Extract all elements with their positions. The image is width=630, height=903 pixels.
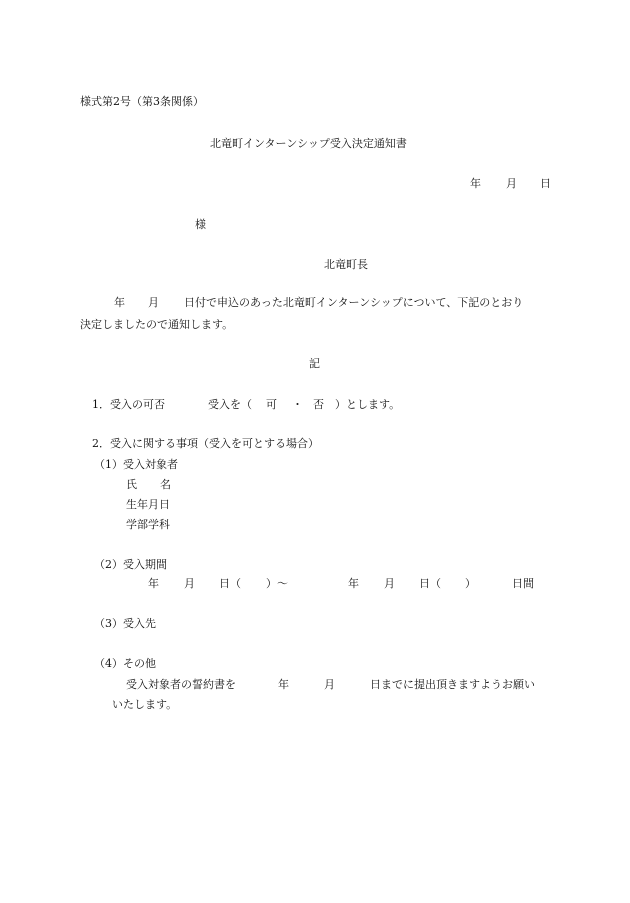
period-start-close: ）〜 [266,577,288,590]
item1-label: 1．受入の可否 [92,398,165,411]
sender-name: 北竜町長 [324,258,368,271]
date-year: 年 [470,177,481,190]
pledge-month: 月 [324,678,335,691]
period-end-year: 年 [348,577,359,590]
ki-heading: 記 [309,357,320,370]
period-days: 日間 [512,577,534,590]
sub3-label: （3）受入先 [94,617,156,630]
item2-label: 2．受入に関する事項（受入を可とする場合） [92,437,319,450]
period-end-close: ） [465,577,476,590]
pledge-year: 年 [278,678,289,691]
item1-option-no: 否 [313,398,324,411]
period-start-month: 月 [184,577,195,590]
document-title: 北竜町インターンシップ受入決定通知書 [210,137,407,150]
period-end-day: 日（ [419,577,441,590]
sub2-label: （2）受入期間 [94,558,167,571]
form-number: 様式第2号（第3条関係） [80,95,204,108]
body-month: 月 [148,296,159,309]
item1-suffix: ）とします。 [335,398,401,411]
addressee-honorific: 様 [195,218,206,231]
field-birthdate: 生年月日 [126,498,170,511]
pledge-text-a: 受入対象者の誓約書を [126,678,236,691]
item1-separator: ・ [292,398,303,411]
body-text-line2: 決定しましたので通知します。 [80,318,234,331]
pledge-text-b: 日までに提出頂きますようお願い [370,678,535,691]
pledge-text-line2: いたします。 [112,698,178,711]
date-month: 月 [506,177,517,190]
period-start-day: 日（ [219,577,241,590]
date-day: 日 [540,177,551,190]
item1-prefix: 受入を（ [208,398,252,411]
sub1-label: （1）受入対象者 [94,458,178,471]
period-end-month: 月 [384,577,395,590]
item1-option-yes: 可 [266,398,277,411]
field-name-a: 氏 [126,478,137,491]
field-department: 学部学科 [126,518,170,531]
body-text-line1: 日付で申込のあった北竜町インターンシップについて、下記のとおり [184,296,524,309]
period-start-year: 年 [148,577,159,590]
field-name-b: 名 [160,478,171,491]
sub4-label: （4）その他 [94,657,156,670]
body-year: 年 [114,296,125,309]
